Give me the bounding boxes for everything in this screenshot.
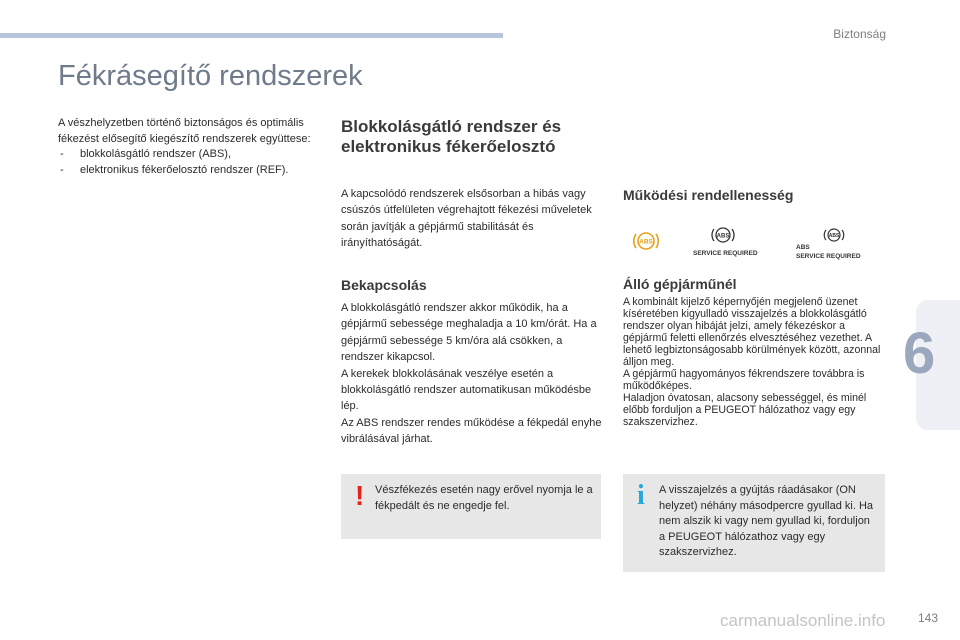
service-required-label: SERVICE REQUIRED [796, 253, 861, 260]
stationary-paragraph: A kombinált kijelző képernyőjén megjelenő üzenet kíséretében kigyulladó visszajelzés a blokkolásgátló rendszer olyan hibáját jelzi, amely fékezéskor a gépjármű feletti ellenőrzés elvesztéséhez vezethet. A lehető legbiztonságosabb körülmények között, azonnal álljon meg. [623, 296, 881, 368]
intro-block [58, 116, 328, 178]
activation-paragraph: Az ABS rendszer rendes működése a fékpedál enyhe vibrálásával járhat. [341, 416, 602, 446]
abs-badge-text: ABS [639, 238, 653, 246]
stationary-body [623, 296, 885, 428]
info-box [623, 474, 885, 572]
stationary-paragraph: Haladjon óvatosan, alacsony sebességgel, és minél előbb forduljon a PEUGEOT hálózathoz vagy egy szakszervizhez. [623, 392, 867, 428]
malfunction-heading: Működési rendellenesség [623, 187, 794, 203]
info-text: A visszajelzés a gyújtás ráadásakor (ON helyzet) néhány másodpercre gyullad ki. Ha nem alszik ki vagy nem gyullad ki, forduljon a PEUGEOT hálózathoz vagy egy szakszervizhez. [659, 484, 874, 558]
warning-text: Vészfékezés esetén nagy erővel nyomja le a fékpedált és ne engedje fel. [375, 484, 593, 512]
main-paragraph: A kapcsolódó rendszerek elsősorban a hibás vagy csúszós útfelületen végrehajtott fékezési műveletek során javítják a gépjármű stabilitását és irányíthatóságát. [341, 188, 592, 250]
activation-heading: Bekapcsolás [341, 277, 427, 293]
stationary-paragraph: A gépjármű hagyományos fékrendszere továbbra is működőképes. [623, 368, 865, 392]
activation-paragraph: A blokkolásgátló rendszer akkor működik, ha a gépjármű sebessége meghaladja a 10 km/órát. Ha a gépjármű sebessége 5 km/óra alá csökken, a rendszer kikapcsol. [341, 302, 597, 364]
watermark: carmanualsonline.info [720, 611, 886, 630]
service-required-label: SERVICE REQUIRED [693, 250, 758, 257]
main-heading-line1: Blokkolásgátló rendszer és [341, 117, 562, 136]
warning-box [341, 474, 601, 539]
main-heading [341, 117, 606, 157]
abs-warning-icon [632, 229, 660, 253]
page-number: 143 [917, 611, 938, 625]
warning-icon: ! [355, 480, 365, 511]
abs-badge-text: ABS [828, 233, 840, 239]
intro-text: A vészhelyzetben történő biztonságos és optimális fékezést elősegítő kiegészítő rendszerek együttese: [58, 117, 311, 145]
section-name: Biztonság [833, 27, 886, 41]
abs-label: ABS [796, 244, 810, 251]
list-item: - elektronikus fékerőelosztó rendszer (REF). [58, 163, 328, 179]
intro-list [58, 147, 328, 178]
activation-body [341, 300, 603, 448]
activation-paragraph: A kerekek blokkolásának veszélye esetén a blokkolásgátló rendszer automatikusan működésbe lép. [341, 367, 592, 413]
main-heading-line2: elektronikus fékerőelosztó [341, 137, 556, 156]
chapter-number: 6 [903, 321, 936, 386]
stationary-heading: Álló gépjárműnél [623, 276, 737, 292]
header-accent-bar [0, 33, 503, 38]
list-item: - blokkolásgátló rendszer (ABS), [58, 147, 328, 163]
info-icon: i [637, 480, 645, 511]
abs-service-icon [709, 224, 737, 246]
abs-badge-text: ABS [716, 233, 730, 240]
page-title: Fékrásegítő rendszerek [58, 60, 363, 92]
abs-service-text-icon [822, 226, 846, 244]
